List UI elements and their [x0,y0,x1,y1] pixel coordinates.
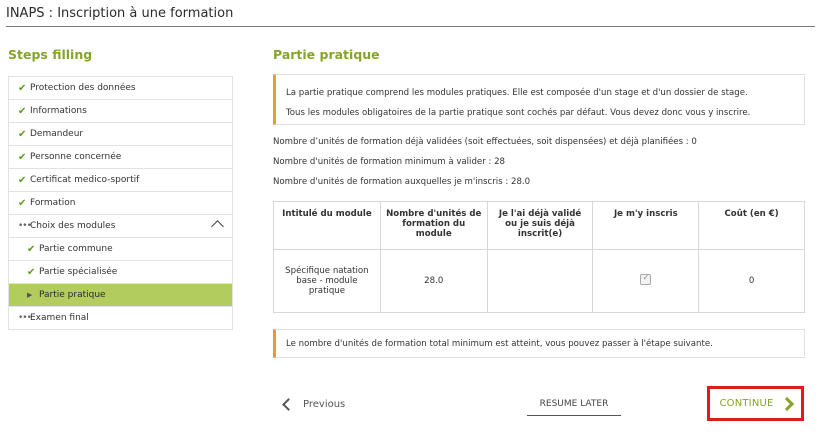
checkmark-icon: ✔ [18,82,27,94]
step-label: Choix des modules [30,221,116,231]
previous-button[interactable] [280,394,345,414]
module-cost: 0 [699,250,805,313]
checkmark-icon: ✔ [18,105,27,117]
table-row [274,250,805,313]
step-label: Partie pratique [39,290,106,300]
previous-label: Previous [303,398,346,410]
enroll-checkbox[interactable] [640,274,651,285]
module-validated [487,250,593,313]
sidebar-title: Steps filling [8,47,93,62]
page-title: INAPS : Inscription à une formation [6,6,234,21]
steps-sidebar [8,76,233,330]
step-partie-specialisee[interactable] [9,261,232,284]
resume-later-button[interactable]: RESUME LATER [527,394,621,416]
step-informations[interactable] [9,100,232,123]
step-label: Certificat medico-sportif [30,175,140,185]
completion-notice: Le nombre d'unités de formation total minimum est atteint, vous pouvez passer à l'étape suivante. [273,329,805,358]
step-label: Examen final [30,313,89,323]
step-choix-des-modules[interactable] [9,215,232,238]
checkmark-icon: ✔ [18,128,27,140]
step-formation[interactable] [9,192,232,215]
step-partie-pratique[interactable] [9,284,232,307]
title-divider [6,26,815,27]
checkmark-icon: ✔ [27,243,36,255]
checkmark-icon: ✔ [18,197,27,209]
ellipsis-icon: ••• [18,313,31,323]
column-header: Coût (en €) [699,202,805,250]
step-certificat-medico-sportif[interactable] [9,169,232,192]
checkmark-icon: ✔ [18,151,27,163]
column-header: Intitulé du module [274,202,381,250]
checkmark-icon: ✔ [18,174,27,186]
chevron-left-icon [282,398,295,411]
chevron-right-icon [779,396,793,410]
table-header-row [274,202,805,250]
step-protection-des-donnees[interactable] [9,77,232,100]
module-units: 28.0 [380,250,487,313]
enroll-cell [593,250,699,313]
column-header: Je l'ai déjà validé ou je suis déjà inscrit(e) [487,202,593,250]
chevron-up-icon[interactable] [211,220,224,233]
step-partie-commune[interactable] [9,238,232,261]
stat-minimum-units: Nombre d'unités de formation minimum à valider : 28 [273,157,506,167]
step-examen-final[interactable] [9,307,232,330]
step-personne-concernee[interactable] [9,146,232,169]
column-header: Je m'y inscris [593,202,699,250]
step-label: Partie spécialisée [39,267,118,277]
stat-enrolled-units: Nombre d'unités de formation auxquelles je m'inscris : 28.0 [273,177,531,187]
step-label: Personne concernée [30,152,122,162]
step-demandeur[interactable] [9,123,232,146]
info-box [273,74,805,125]
stat-validated-units: Nombre d’unités de formation déjà validées (soit effectuées, soit dispensées) et déjà planifiées : 0 [273,137,697,147]
continue-label: CONTINUE [719,398,774,409]
info-line: La partie pratique comprend les modules pratiques. Elle est composée d'un stage et d'un dossier de stage. [286,88,748,98]
triangle-right-icon: ▶ [27,291,33,299]
continue-button[interactable] [707,386,804,421]
step-label: Protection des données [30,83,136,93]
checkmark-icon: ✔ [27,266,36,278]
step-label: Demandeur [30,129,84,139]
module-name: Spécifique natation base - module pratique [274,250,381,313]
section-title: Partie pratique [273,47,380,62]
modules-table [273,201,805,313]
step-label: Formation [30,198,76,208]
step-label: Partie commune [39,244,113,254]
column-header: Nombre d'unités de formation du module [380,202,487,250]
info-line: Tous les modules obligatoires de la partie pratique sont cochés par défaut. Vous devez donc vous y inscrire. [286,108,751,118]
step-label: Informations [30,106,87,116]
ellipsis-icon: ••• [18,221,31,231]
